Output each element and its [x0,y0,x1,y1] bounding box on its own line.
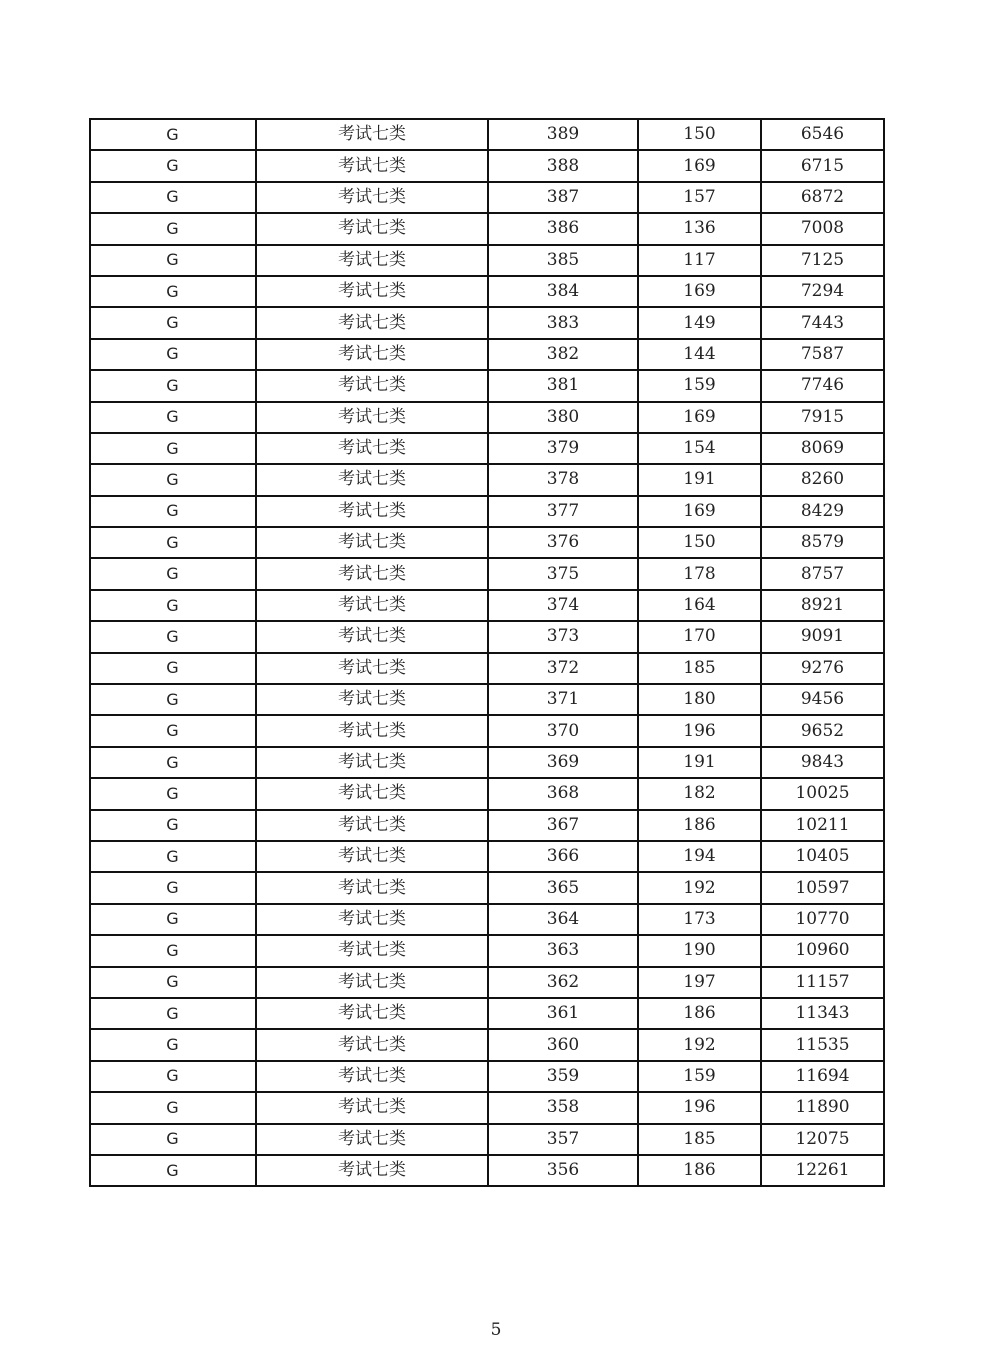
table-row [90,1061,884,1092]
category-cell: G [90,590,256,621]
category-cell: G [90,841,256,872]
count-cell: 159 [638,1061,761,1092]
count-cell: 192 [638,872,761,903]
cumulative-cell: 8579 [761,527,884,558]
count-cell: 191 [638,747,761,778]
cumulative-cell: 9456 [761,684,884,715]
cumulative-cell: 11157 [761,967,884,998]
exam-type-cell: 考试七类 [256,590,488,621]
table-row [90,967,884,998]
count-cell: 144 [638,339,761,370]
exam-type-cell: 考试七类 [256,527,488,558]
exam-type-cell: 考试七类 [256,1029,488,1060]
table-row [90,935,884,966]
cumulative-cell: 9652 [761,715,884,746]
cumulative-cell: 7008 [761,213,884,244]
category-cell: G [90,213,256,244]
category-cell: G [90,747,256,778]
cumulative-cell: 8921 [761,590,884,621]
category-cell: G [90,810,256,841]
score-cell: 366 [488,841,638,872]
exam-type-cell: 考试七类 [256,307,488,338]
count-cell: 169 [638,150,761,181]
table-row [90,1155,884,1186]
cumulative-cell: 11535 [761,1029,884,1060]
score-cell: 384 [488,276,638,307]
cumulative-cell: 6872 [761,182,884,213]
table-row [90,150,884,181]
count-cell: 186 [638,1155,761,1186]
score-cell: 361 [488,998,638,1029]
category-cell: G [90,558,256,589]
count-cell: 190 [638,935,761,966]
score-cell: 369 [488,747,638,778]
table-row [90,527,884,558]
count-cell: 185 [638,1124,761,1155]
score-cell: 379 [488,433,638,464]
table-row [90,307,884,338]
exam-type-cell: 考试七类 [256,496,488,527]
cumulative-cell: 9091 [761,621,884,652]
cumulative-cell: 8069 [761,433,884,464]
exam-type-cell: 考试七类 [256,370,488,401]
cumulative-cell: 7125 [761,245,884,276]
score-cell: 365 [488,872,638,903]
table-row [90,339,884,370]
category-cell: G [90,339,256,370]
exam-type-cell: 考试七类 [256,213,488,244]
table-row [90,872,884,903]
score-cell: 383 [488,307,638,338]
table-row [90,119,884,150]
exam-type-cell: 考试七类 [256,1155,488,1186]
count-cell: 136 [638,213,761,244]
exam-type-cell: 考试七类 [256,1092,488,1123]
category-cell: G [90,245,256,276]
table-row [90,810,884,841]
cumulative-cell: 10405 [761,841,884,872]
count-cell: 182 [638,778,761,809]
table-row [90,747,884,778]
exam-type-cell: 考试七类 [256,402,488,433]
category-cell: G [90,715,256,746]
score-cell: 374 [488,590,638,621]
exam-type-cell: 考试七类 [256,119,488,150]
exam-type-cell: 考试七类 [256,433,488,464]
category-cell: G [90,150,256,181]
score-cell: 378 [488,464,638,495]
score-cell: 368 [488,778,638,809]
count-cell: 197 [638,967,761,998]
category-cell: G [90,1155,256,1186]
cumulative-cell: 7443 [761,307,884,338]
table-row [90,998,884,1029]
category-cell: G [90,182,256,213]
cumulative-cell: 10597 [761,872,884,903]
cumulative-cell: 12075 [761,1124,884,1155]
category-cell: G [90,1092,256,1123]
exam-type-cell: 考试七类 [256,182,488,213]
count-cell: 159 [638,370,761,401]
score-cell: 386 [488,213,638,244]
exam-type-cell: 考试七类 [256,558,488,589]
category-cell: G [90,967,256,998]
cumulative-cell: 10211 [761,810,884,841]
count-cell: 149 [638,307,761,338]
category-cell: G [90,433,256,464]
category-cell: G [90,527,256,558]
table-row [90,778,884,809]
exam-type-cell: 考试七类 [256,715,488,746]
table-row [90,684,884,715]
table-row [90,464,884,495]
score-cell: 373 [488,621,638,652]
exam-type-cell: 考试七类 [256,653,488,684]
table-row [90,245,884,276]
cumulative-cell: 9843 [761,747,884,778]
category-cell: G [90,684,256,715]
exam-type-cell: 考试七类 [256,810,488,841]
score-cell: 372 [488,653,638,684]
count-cell: 186 [638,998,761,1029]
cumulative-cell: 8757 [761,558,884,589]
page-number: 5 [490,1320,502,1340]
score-cell: 358 [488,1092,638,1123]
cumulative-cell: 6546 [761,119,884,150]
exam-type-cell: 考试七类 [256,276,488,307]
score-cell: 380 [488,402,638,433]
cumulative-cell: 11694 [761,1061,884,1092]
score-cell: 367 [488,810,638,841]
category-cell: G [90,370,256,401]
category-cell: G [90,496,256,527]
count-cell: 157 [638,182,761,213]
category-cell: G [90,904,256,935]
score-cell: 363 [488,935,638,966]
count-cell: 117 [638,245,761,276]
count-cell: 150 [638,527,761,558]
category-cell: G [90,464,256,495]
exam-type-cell: 考试七类 [256,1061,488,1092]
exam-type-cell: 考试七类 [256,967,488,998]
count-cell: 194 [638,841,761,872]
score-table-body [90,119,884,1186]
category-cell: G [90,119,256,150]
count-cell: 196 [638,715,761,746]
table-row [90,1092,884,1123]
count-cell: 170 [638,621,761,652]
category-cell: G [90,653,256,684]
category-cell: G [90,935,256,966]
table-row [90,841,884,872]
score-cell: 382 [488,339,638,370]
score-cell: 376 [488,527,638,558]
table-row [90,370,884,401]
table-row [90,715,884,746]
exam-type-cell: 考试七类 [256,245,488,276]
score-cell: 381 [488,370,638,401]
count-cell: 178 [638,558,761,589]
table-row [90,558,884,589]
category-cell: G [90,307,256,338]
score-cell: 387 [488,182,638,213]
table-row [90,1124,884,1155]
exam-type-cell: 考试七类 [256,904,488,935]
cumulative-cell: 6715 [761,150,884,181]
exam-type-cell: 考试七类 [256,684,488,715]
exam-type-cell: 考试七类 [256,339,488,370]
score-cell: 362 [488,967,638,998]
table-row [90,402,884,433]
score-cell: 377 [488,496,638,527]
table-row [90,621,884,652]
category-cell: G [90,1029,256,1060]
table-row [90,653,884,684]
cumulative-cell: 8429 [761,496,884,527]
count-cell: 169 [638,496,761,527]
exam-type-cell: 考试七类 [256,935,488,966]
cumulative-cell: 7915 [761,402,884,433]
exam-type-cell: 考试七类 [256,872,488,903]
cumulative-cell: 9276 [761,653,884,684]
score-cell: 389 [488,119,638,150]
cumulative-cell: 7294 [761,276,884,307]
table-row [90,590,884,621]
cumulative-cell: 12261 [761,1155,884,1186]
cumulative-cell: 10770 [761,904,884,935]
score-cell: 375 [488,558,638,589]
table-row [90,496,884,527]
exam-type-cell: 考试七类 [256,150,488,181]
count-cell: 169 [638,402,761,433]
cumulative-cell: 11343 [761,998,884,1029]
score-cell: 360 [488,1029,638,1060]
count-cell: 154 [638,433,761,464]
exam-type-cell: 考试七类 [256,1124,488,1155]
table-row [90,182,884,213]
score-cell: 364 [488,904,638,935]
category-cell: G [90,872,256,903]
count-cell: 192 [638,1029,761,1060]
score-cell: 370 [488,715,638,746]
category-cell: G [90,1061,256,1092]
score-table [89,118,885,1187]
cumulative-cell: 7746 [761,370,884,401]
score-cell: 388 [488,150,638,181]
cumulative-cell: 10960 [761,935,884,966]
exam-type-cell: 考试七类 [256,998,488,1029]
exam-type-cell: 考试七类 [256,778,488,809]
count-cell: 164 [638,590,761,621]
count-cell: 196 [638,1092,761,1123]
count-cell: 150 [638,119,761,150]
count-cell: 185 [638,653,761,684]
count-cell: 191 [638,464,761,495]
category-cell: G [90,276,256,307]
exam-type-cell: 考试七类 [256,747,488,778]
cumulative-cell: 8260 [761,464,884,495]
score-cell: 359 [488,1061,638,1092]
cumulative-cell: 11890 [761,1092,884,1123]
cumulative-cell: 7587 [761,339,884,370]
table-row [90,276,884,307]
count-cell: 169 [638,276,761,307]
score-cell: 385 [488,245,638,276]
score-cell: 356 [488,1155,638,1186]
table-row [90,433,884,464]
count-cell: 180 [638,684,761,715]
category-cell: G [90,998,256,1029]
table-row [90,904,884,935]
count-cell: 173 [638,904,761,935]
category-cell: G [90,778,256,809]
category-cell: G [90,1124,256,1155]
table-row [90,213,884,244]
exam-type-cell: 考试七类 [256,621,488,652]
table-row [90,1029,884,1060]
score-cell: 357 [488,1124,638,1155]
category-cell: G [90,402,256,433]
exam-type-cell: 考试七类 [256,841,488,872]
cumulative-cell: 10025 [761,778,884,809]
category-cell: G [90,621,256,652]
count-cell: 186 [638,810,761,841]
score-cell: 371 [488,684,638,715]
exam-type-cell: 考试七类 [256,464,488,495]
